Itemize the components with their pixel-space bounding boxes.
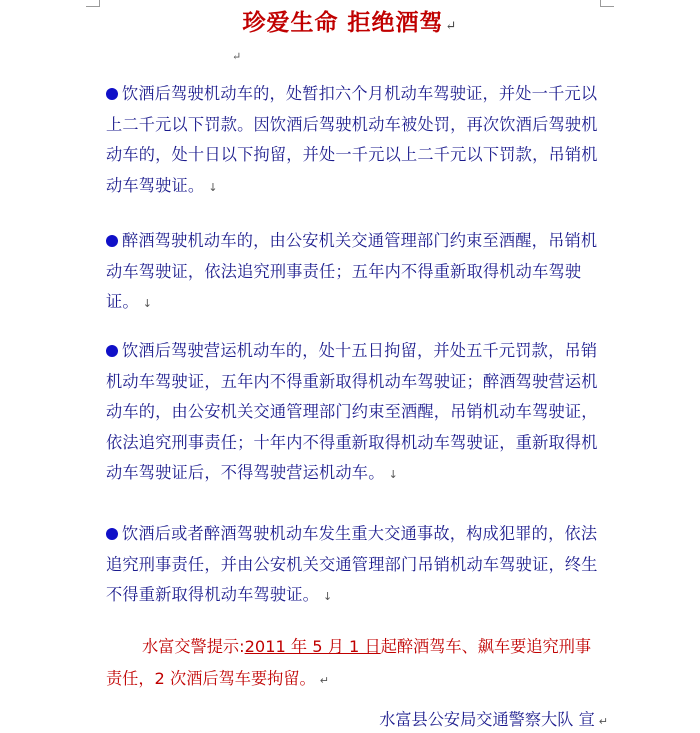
paragraph-2 bbox=[106, 226, 606, 320]
paragraph-1 bbox=[106, 79, 606, 203]
signature bbox=[379, 706, 608, 730]
paragraph-3 bbox=[106, 336, 606, 491]
return-mark-icon: ↵ bbox=[598, 715, 608, 728]
title-text: 珍爱生命 拒绝酒驾 bbox=[242, 9, 444, 36]
paragraph-text: 醉酒驾驶机动车的，由公安机关交通管理部门约束至酒醒，吊销机动车驾驶证，依法追究刑事责任；五年内不得重新取得机动车驾驶证。 bbox=[106, 231, 598, 312]
paragraph-mark-icon: ↓ bbox=[323, 590, 333, 604]
document-title bbox=[0, 4, 700, 37]
bullet-icon bbox=[106, 345, 118, 357]
paragraph-4 bbox=[106, 519, 606, 613]
return-mark-icon: ↵ bbox=[319, 674, 329, 687]
tip-date: 2011 年 5 月 1 日 bbox=[244, 637, 381, 656]
bullet-icon bbox=[106, 235, 118, 247]
signature-text: 水富县公安局交通警察大队 宣 bbox=[379, 710, 595, 729]
traffic-police-tip bbox=[106, 631, 606, 697]
paragraph-mark-icon: ↓ bbox=[388, 468, 399, 482]
bullet-icon bbox=[106, 528, 118, 540]
return-mark-icon: ↵ bbox=[232, 50, 242, 63]
paragraph-mark-icon: ↓ bbox=[142, 297, 153, 311]
return-mark-icon: ↵ bbox=[445, 19, 458, 34]
tip-text: 起醉酒驾车、飙车要追究刑事责任，2 次酒后驾车要拘留。 bbox=[106, 637, 592, 688]
paragraph-text: 饮酒后或者醉酒驾驶机动车发生重大交通事故，构成犯罪的，依法追究刑事责任，并由公安机关交通管理部门吊销机动车驾驶证，终生不得重新取得机动车驾驶证。 bbox=[106, 524, 598, 605]
paragraph-text: 饮酒后驾驶营运机动车的，处十五日拘留，并处五千元罚款，吊销机动车驾驶证，五年内不得重新取得机动车驾驶证；醉酒驾驶营运机动车的，由公安机关交通管理部门约束至酒醒，吊销机动车驾驶证，依法追究刑事责任；十年内不得重新取得机动车驾驶证，重新取得机动车驾驶证后，不得驾驶营运机动车。 bbox=[106, 341, 598, 483]
tip-prefix: 水富交警提示: bbox=[142, 637, 245, 656]
bullet-icon bbox=[106, 88, 118, 100]
paragraph-mark-icon: ↓ bbox=[208, 180, 218, 194]
paragraph-text: 饮酒后驾驶机动车的，处暂扣六个月机动车驾驶证，并处一千元以上二千元以下罚款。因饮酒后驾驶机动车被处罚，再次饮酒后驾驶机动车的，处十日以下拘留，并处一千元以上二千元以下罚款，吊销机动车驾驶证。 bbox=[106, 84, 598, 195]
